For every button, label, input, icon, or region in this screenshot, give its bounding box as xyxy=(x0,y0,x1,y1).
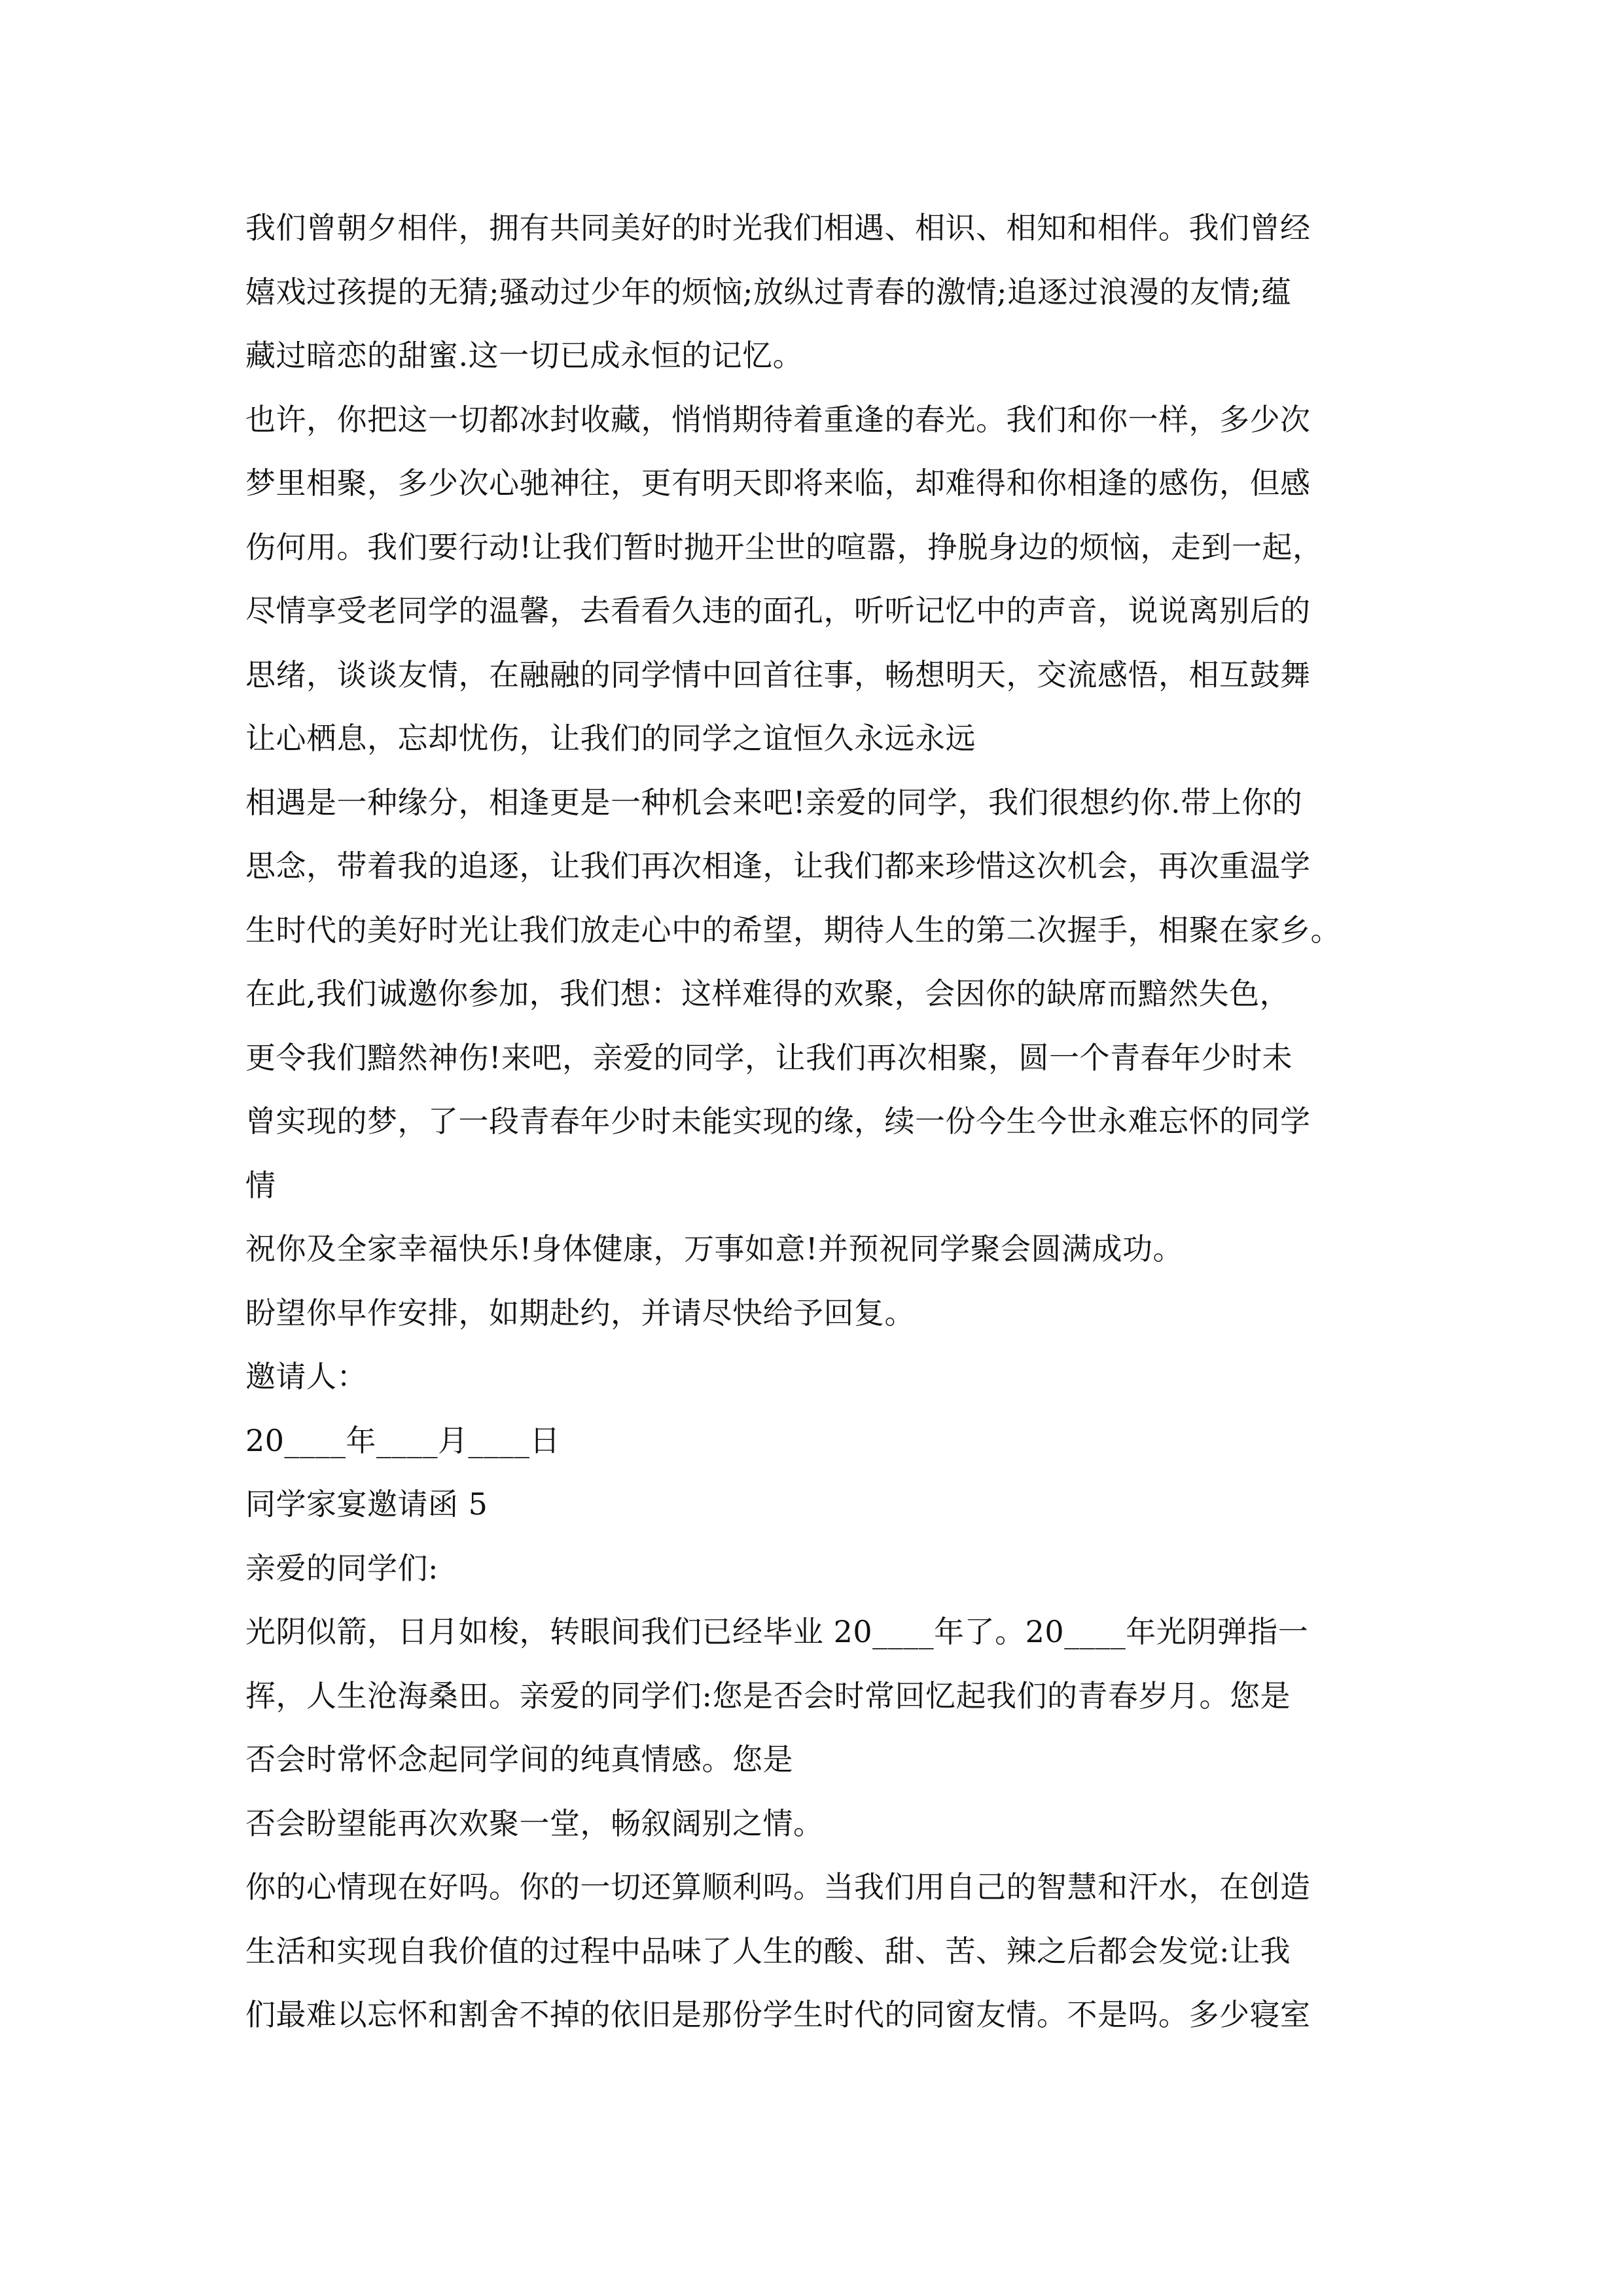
text-line: 生活和实现自我价值的过程中品味了人生的酸、甜、苦、辣之后都会发觉:让我 xyxy=(245,1933,1291,1969)
text-line: 也许，你把这一切都冰封收藏，悄悄期待着重逢的春光。我们和你一样，多少次 xyxy=(245,401,1311,437)
text-line: 思念，带着我的追逐，让我们再次相逢，让我们都来珍惜这次机会，再次重温学 xyxy=(245,848,1311,884)
signature-label: 邀请人： xyxy=(245,1359,367,1394)
text-line: 在此,我们诚邀你参加，我们想：这样难得的欢聚，会因你的缺席而黯然失色， xyxy=(245,976,1291,1011)
section-title: 同学家宴邀请函 5 xyxy=(245,1486,488,1522)
text-line: 藏过暗恋的甜蜜.这一切已成永恒的记忆。 xyxy=(245,338,804,373)
text-line: 尽情享受老同学的温馨，去看看久违的面孔，听听记忆中的声音，说说离别后的 xyxy=(245,593,1311,628)
text-line: 我们曾朝夕相伴，拥有共同美好的时光我们相遇、相识、相知和相伴。我们曾经 xyxy=(245,210,1311,245)
text-line: 光阴似箭，日月如梭，转眼间我们已经毕业 20____年了。20____年光阴弹指一 xyxy=(245,1614,1309,1649)
text-line: 让心栖息，忘却忧伤，让我们的同学之谊恒久永远永远 xyxy=(245,721,976,756)
date-line: 20____年____月____日 xyxy=(245,1422,561,1458)
text-line: 挥，人生沧海桑田。亲爱的同学们:您是否会时常回忆起我们的青春岁月。您是 xyxy=(245,1677,1291,1713)
text-line: 相遇是一种缘分，相逢更是一种机会来吧!亲爱的同学，我们很想约你.带上你的 xyxy=(245,784,1303,820)
text-line: 思绪，谈谈友情，在融融的同学情中回首往事，畅想明天，交流感悟，相互鼓舞 xyxy=(245,656,1311,692)
text-line: 否会盼望能再次欢聚一堂，畅叙阔别之情。 xyxy=(245,1805,824,1841)
text-line: 你的心情现在好吗。你的一切还算顺利吗。当我们用自己的智慧和汗水，在创造 xyxy=(245,1869,1311,1905)
text-line: 伤何用。我们要行动!让我们暂时抛开尘世的喧嚣，挣脱身边的烦恼，走到一起， xyxy=(245,529,1323,565)
text-line: 祝你及全家幸福快乐!身体健康，万事如意!并预祝同学聚会圆满成功。 xyxy=(245,1231,1183,1266)
salutation: 亲爱的同学们: xyxy=(245,1550,438,1586)
text-line: 情 xyxy=(245,1167,276,1203)
text-line: 嬉戏过孩提的无猜;骚动过少年的烦恼;放纵过青春的激情;追逐过浪漫的友情;蕴 xyxy=(245,274,1292,310)
text-line: 盼望你早作安排，如期赴约，并请尽快给予回复。 xyxy=(245,1295,915,1331)
text-line: 生时代的美好时光让我们放走心中的希望，期待人生的第二次握手，相聚在家乡。 xyxy=(245,912,1341,948)
text-line: 否会时常怀念起同学间的纯真情感。您是 xyxy=(245,1742,793,1777)
document-body xyxy=(245,196,1391,2047)
text-line: 们最难以忘怀和割舍不掉的依旧是那份学生时代的同窗友情。不是吗。多少寝室 xyxy=(245,1997,1311,2032)
text-line: 梦里相聚，多少次心驰神往，更有明天即将来临，却难得和你相逢的感伤，但感 xyxy=(245,465,1311,501)
text-line: 曾实现的梦，了一段青春年少时未能实现的缘，续一份今生今世永难忘怀的同学 xyxy=(245,1103,1311,1139)
text-line: 更令我们黯然神伤!来吧，亲爱的同学，让我们再次相聚，圆一个青春年少时未 xyxy=(245,1039,1293,1075)
